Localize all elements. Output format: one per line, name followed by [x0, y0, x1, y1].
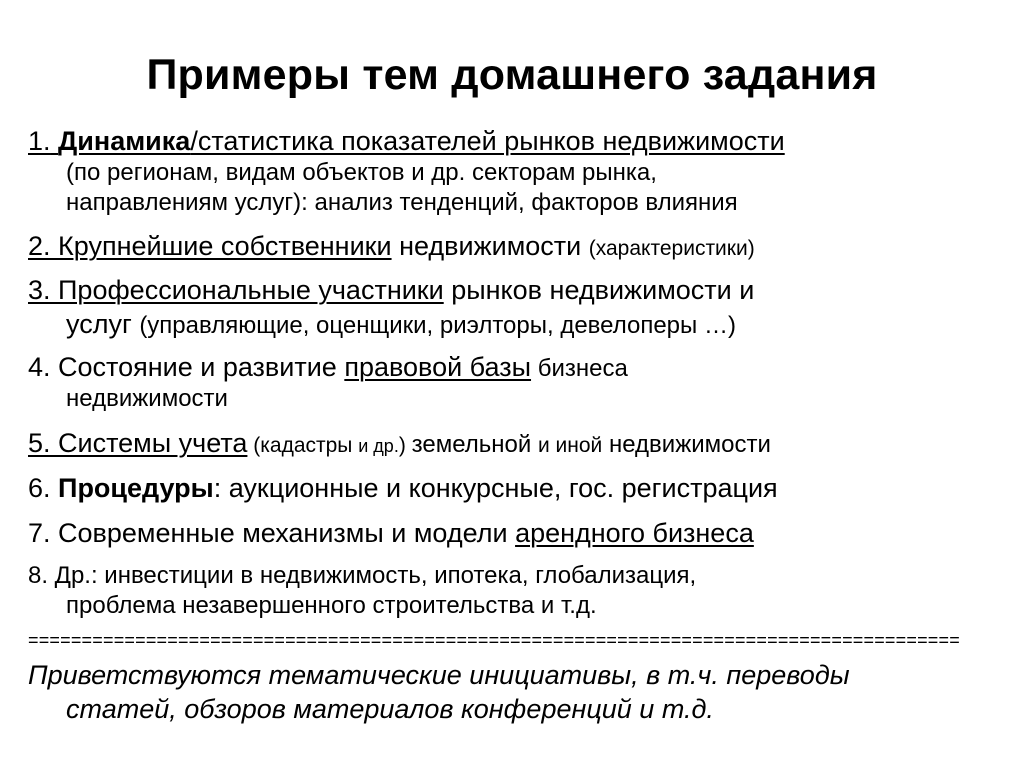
- item-1-text: /статистика показателей рынков недвижимости: [190, 126, 785, 156]
- item-2-text: недвижимости: [391, 231, 589, 261]
- item-1-heading: [28, 124, 785, 158]
- list-item-1: [28, 124, 785, 218]
- item-3-cont-text: услуг: [66, 309, 140, 339]
- item-8-line-2: проблема незавершенного строительства и т.д.: [66, 592, 597, 619]
- item-5-underlined: 5. Системы учета: [28, 428, 248, 458]
- item-1-number: 1.: [28, 126, 51, 156]
- item-1-detail-line-1: (по регионам, видам объектов и др. секторам рынка,: [66, 159, 657, 186]
- list-item-8: [28, 561, 696, 621]
- item-1-underlined: [28, 126, 785, 156]
- list-item-4: [28, 350, 628, 414]
- item-8-line-1: 8. Др.: инвестиции в недвижимость, ипотека, глобализация,: [28, 562, 697, 589]
- item-4-prefix: 4. Состояние и развитие: [28, 352, 345, 382]
- note-line-2: статей, обзоров материалов конференций и т.д.: [66, 694, 714, 724]
- note-line-1: Приветствуются тематические инициативы, в т.ч. переводы: [28, 660, 850, 690]
- item-5-part-5: и иной: [537, 434, 603, 457]
- item-3-continuation: [28, 307, 754, 341]
- item-4-heading: [28, 350, 628, 384]
- list-item-5: [28, 426, 771, 463]
- item-5-part-3: ): [398, 434, 412, 457]
- item-2-underlined: 2. Крупнейшие собственники: [28, 231, 392, 261]
- item-6-text: : аукционные и конкурсные, гос. регистрация: [213, 473, 778, 503]
- list-item-3: [28, 273, 754, 341]
- item-4-underlined: правовой базы: [344, 352, 532, 382]
- item-1-bold-term: Динамика: [58, 126, 191, 156]
- item-4-continuation: недвижимости: [66, 385, 228, 412]
- closing-note: [28, 658, 850, 726]
- item-6-bold-term: Процедуры: [58, 473, 214, 503]
- item-7-underlined: арендного бизнеса: [515, 518, 754, 548]
- item-4-text: бизнеса: [531, 355, 628, 382]
- item-3-text: рынков недвижимости и: [443, 275, 755, 305]
- item-7-prefix: 7. Современные механизмы и модели: [28, 518, 516, 548]
- item-5-part-1: (кадастры: [247, 434, 359, 457]
- page-title: Примеры тем домашнего задания: [146, 51, 878, 99]
- list-item-2: [28, 229, 755, 266]
- list-item-7: [28, 516, 754, 550]
- item-2-detail: (характеристики): [588, 237, 755, 260]
- item-5-part-2: и др.: [358, 436, 399, 456]
- item-3-underlined: 3. Профессиональные участники: [28, 275, 444, 305]
- list-item-6: [28, 471, 778, 505]
- item-1-detail-line-2: направлениям услуг): анализ тенденций, факторов влияния: [66, 189, 738, 216]
- item-6-number: 6.: [28, 473, 59, 503]
- item-5-part-6: недвижимости: [602, 431, 771, 458]
- item-5-part-4: земельной: [411, 431, 538, 458]
- item-3-cont-detail: (управляющие, оценщики, риэлторы, девелоперы …): [139, 312, 736, 339]
- separator-line: =======================================================================================: [28, 630, 960, 650]
- item-3-heading: [28, 273, 754, 307]
